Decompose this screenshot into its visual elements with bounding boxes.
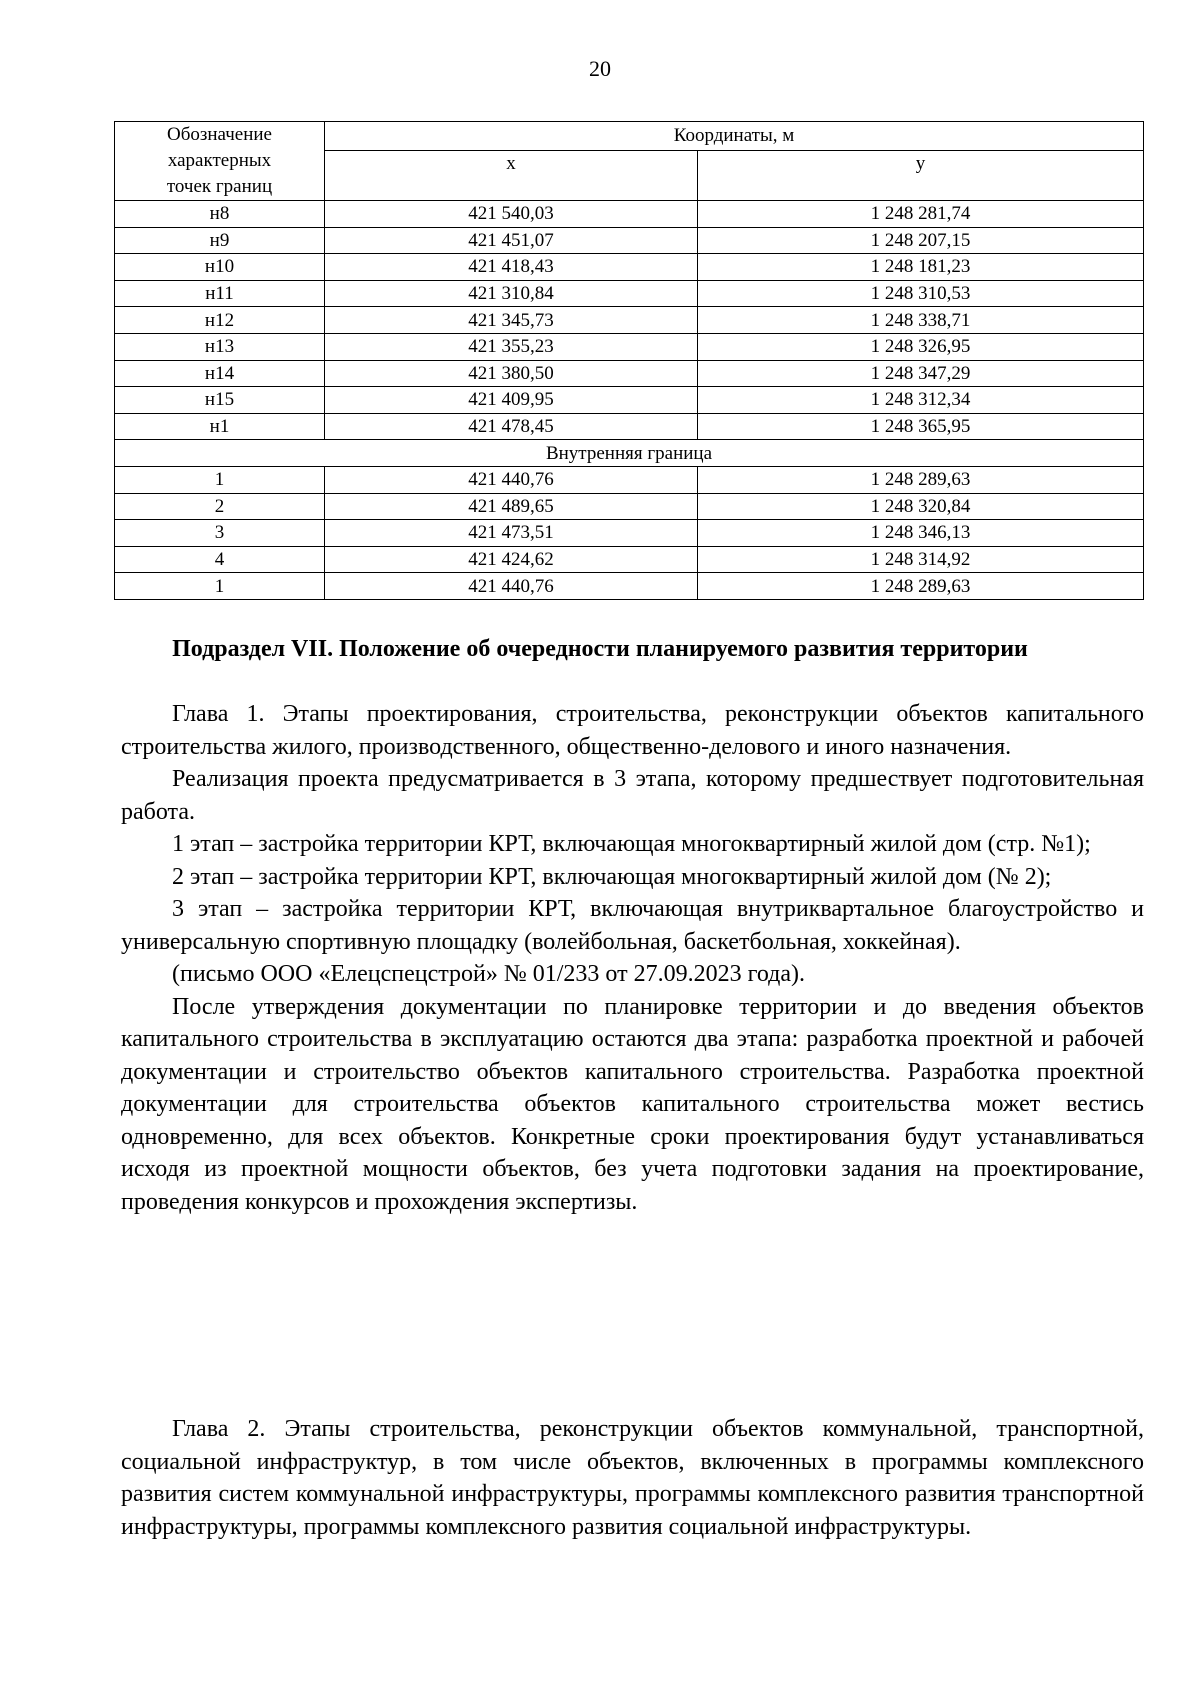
cell-point: н1 (115, 413, 325, 440)
cell-x: 421 478,45 (325, 413, 698, 440)
table-row (115, 201, 1144, 228)
table-row (115, 333, 1144, 360)
table-row (115, 387, 1144, 414)
paragraph-stage-3: 3 этап – застройка территории КРТ, включающая внутриквартальное благоустройство и универсальную спортивную площадку (волейбольная, баскетбольная, хоккейная). (121, 896, 1144, 955)
cell-x: 421 345,73 (325, 307, 698, 334)
paragraph-stage-2: 2 этап – застройка территории КРТ, включающая многоквартирный жилой дом (№ 2); (172, 863, 1052, 890)
table-header-row (115, 122, 1144, 151)
cell-x: 421 380,50 (325, 360, 698, 387)
cell-point: н13 (115, 333, 325, 360)
cell-x: 421 540,03 (325, 201, 698, 228)
cell-point: 4 (115, 546, 325, 573)
y-column-header: у (698, 150, 1144, 200)
cell-x: 421 440,76 (325, 466, 698, 493)
cell-y: 1 248 346,13 (698, 520, 1144, 547)
table-row (115, 254, 1144, 281)
table-row (115, 280, 1144, 307)
inner-boundary-title-row (115, 440, 1144, 467)
cell-y: 1 248 310,53 (698, 280, 1144, 307)
coordinates-table (114, 121, 1144, 600)
inner-boundary-rows (115, 466, 1144, 599)
chapter-1-heading: Глава 1. Этапы проектирования, строительства, реконструкции объектов капитального строительства жилого, производственного, общественно-делового и иного назначения. (121, 701, 1144, 760)
point-header-line: точек границ (166, 176, 273, 197)
table-row (115, 227, 1144, 254)
table-row (115, 360, 1144, 387)
paragraph: После утверждения документации по планировке территории и до введения объектов капитального строительства в эксплуатацию остаются два этапа: разработка проектной и рабочей документации и строительство объектов капитального строительства. Разработка проектной документации для строительства объектов капитального строительства может вестись одновременно, для всех объектов. Конкретные сроки проектирования будут устанавливаться исходя из проектной мощности объектов, без учета подготовки задания на проектирование, проведения конкурсов и прохождения экспертизы. (121, 993, 1144, 1215)
table-row (115, 307, 1144, 334)
cell-y: 1 248 207,15 (698, 227, 1144, 254)
cell-y: 1 248 312,34 (698, 387, 1144, 414)
table-row (115, 466, 1144, 493)
cell-point: 2 (115, 493, 325, 520)
chapter-2-text (121, 1413, 1144, 1543)
coordinates-column-header: Координаты, м (325, 122, 1144, 151)
cell-y: 1 248 314,92 (698, 546, 1144, 573)
chapter-1-text (121, 698, 1144, 1218)
cell-x: 421 424,62 (325, 546, 698, 573)
section-title: Подраздел VII. Положение об очередности планируемого развития территории (172, 636, 1028, 662)
cell-point: 3 (115, 520, 325, 547)
paragraph-stage-1: 1 этап – застройка территории КРТ, включающая многоквартирный жилой дом (стр. №1); (172, 831, 1091, 857)
cell-y: 1 248 181,23 (698, 254, 1144, 281)
inner-boundary-title: Внутренняя граница (115, 440, 1144, 467)
cell-point: н15 (115, 387, 325, 414)
table-row (115, 493, 1144, 520)
x-column-header: х (325, 150, 698, 200)
cell-x: 421 355,23 (325, 333, 698, 360)
table-row (115, 520, 1144, 547)
cell-point: н8 (115, 201, 325, 228)
cell-point: н14 (115, 360, 325, 387)
table-row (115, 413, 1144, 440)
paragraph: Реализация проекта предусматривается в 3 этапа, которому предшествует подготовительная работа. (121, 766, 1144, 825)
cell-point: н11 (115, 280, 325, 307)
cell-y: 1 248 326,95 (698, 333, 1144, 360)
point-header-line: характерных (167, 150, 272, 171)
table-row (115, 546, 1144, 573)
cell-y: 1 248 347,29 (698, 360, 1144, 387)
paragraph-letter-reference: (письмо ООО «Елецспецстрой» № 01/233 от 27.09.2023 года). (172, 961, 806, 987)
cell-x: 421 451,07 (325, 227, 698, 254)
cell-y: 1 248 338,71 (698, 307, 1144, 334)
cell-point: н10 (115, 254, 325, 281)
outer-boundary-rows (115, 201, 1144, 440)
page-number: 20 (589, 56, 611, 81)
cell-y: 1 248 365,95 (698, 413, 1144, 440)
cell-x: 421 473,51 (325, 520, 698, 547)
cell-x: 421 440,76 (325, 573, 698, 600)
cell-y: 1 248 320,84 (698, 493, 1144, 520)
cell-y: 1 248 281,74 (698, 201, 1144, 228)
point-column-header (115, 122, 325, 201)
table-row (115, 573, 1144, 600)
cell-y: 1 248 289,63 (698, 573, 1144, 600)
point-header-line: Обозначение (167, 124, 272, 145)
cell-point: 1 (115, 466, 325, 493)
cell-x: 421 418,43 (325, 254, 698, 281)
chapter-2-heading: Глава 2. Этапы строительства, реконструкции объектов коммунальной, транспортной, социальной инфраструктур, в том числе объектов, включенных в программы комплексного развития систем коммунальной инфраструктуры, программы комплексного развития транспортной инфраструктуры, программы комплексного развития социальной инфраструктуры. (121, 1416, 1144, 1540)
cell-point: н9 (115, 227, 325, 254)
cell-point: 1 (115, 573, 325, 600)
cell-y: 1 248 289,63 (698, 466, 1144, 493)
cell-point: н12 (115, 307, 325, 334)
cell-x: 421 409,95 (325, 387, 698, 414)
cell-x: 421 489,65 (325, 493, 698, 520)
cell-x: 421 310,84 (325, 280, 698, 307)
